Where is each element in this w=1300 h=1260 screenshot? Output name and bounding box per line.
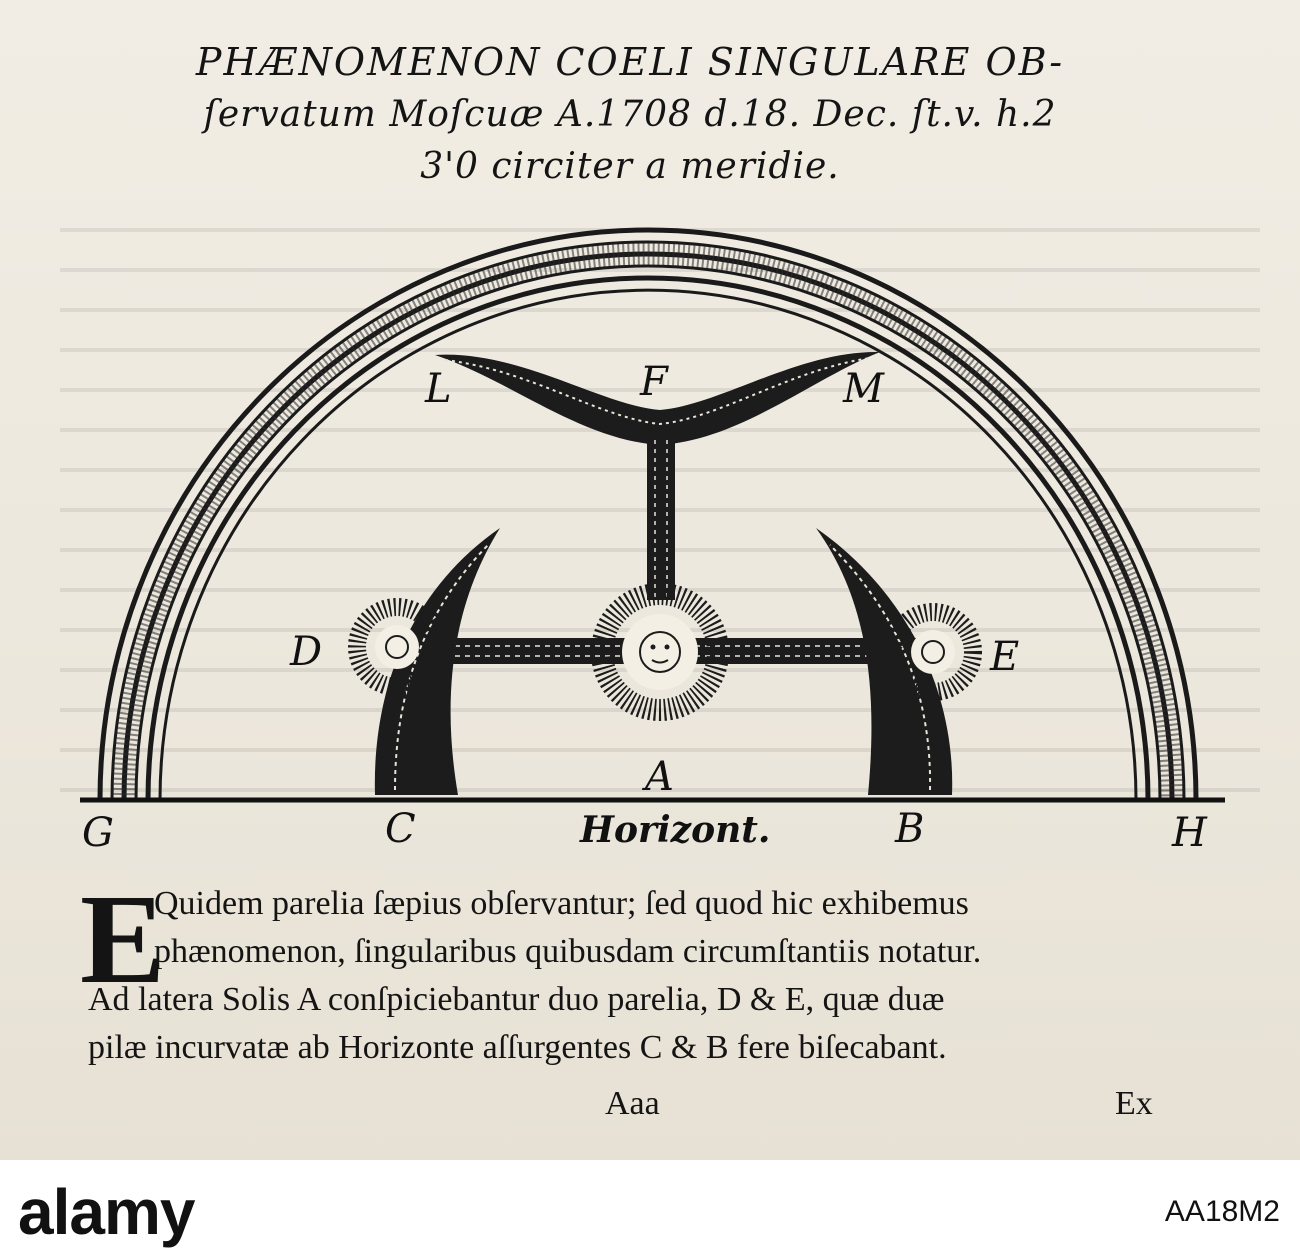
heading-line-2: ſervatum Moſcuæ A.1708 d.18. Dec. ſt.v. h.2	[203, 94, 1057, 135]
body-paragraph	[88, 880, 1148, 1072]
label-A: A	[645, 754, 674, 800]
stock-brand-logo: alamy	[18, 1176, 195, 1248]
catchword: Ex	[1115, 1085, 1153, 1122]
body-line-1: Quidem parelia ſæpius obſervantur; ſed quod hic exhibemus	[154, 885, 969, 922]
label-L: L	[425, 366, 452, 412]
body-line-4: pilæ incurvatæ ab Horizonte aſſurgentes C & B fere biſecabant.	[88, 1029, 947, 1066]
label-G: G	[82, 810, 114, 856]
drop-cap: E	[80, 868, 166, 1010]
body-line-2: phænomenon, ſingularibus quibusdam circumſtantiis notatur.	[154, 933, 982, 970]
heading-line-1: PHÆNOMENON COELI SINGULARE OB-	[195, 40, 1065, 84]
label-E: E	[990, 634, 1020, 680]
label-D: D	[290, 629, 323, 675]
signature-mark: Aaa	[605, 1085, 660, 1122]
stock-caption-strip	[0, 1160, 1300, 1260]
label-H: H	[1172, 810, 1207, 856]
body-line-3: Ad latera Solis A conſpiciebantur duo parelia, D & E, quæ duæ	[88, 981, 945, 1018]
stock-image-id: AA18M2	[1164, 1195, 1280, 1228]
vertical-light-pillar	[647, 435, 675, 600]
horizon-label: Horizont.	[580, 809, 771, 851]
label-B: B	[895, 806, 925, 852]
heading-line-3: 3'0 circiter a meridie.	[420, 146, 840, 187]
label-F: F	[640, 359, 668, 405]
label-C: C	[385, 806, 416, 852]
label-M: M	[843, 366, 884, 412]
